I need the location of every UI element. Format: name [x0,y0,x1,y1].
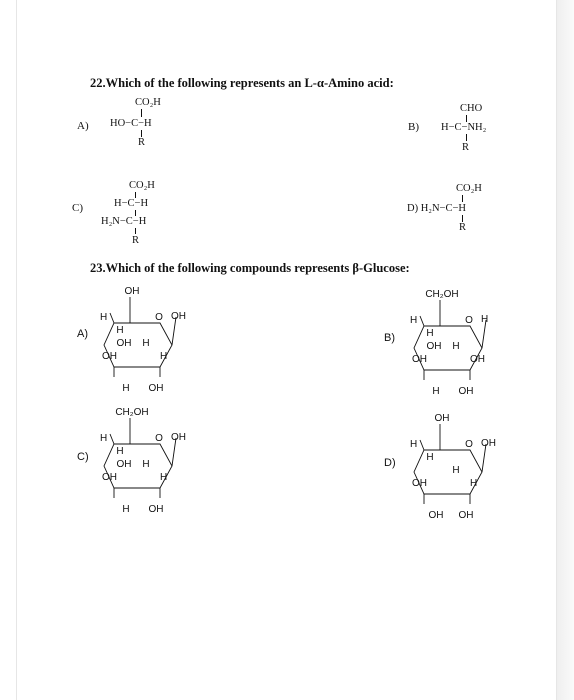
c5-h-label: H [410,315,418,326]
q23-option-b-structure [402,286,552,411]
c3-h-label: H [142,459,150,470]
anomeric-substituent-label: H [481,314,489,325]
c4-h-label: H [426,452,434,463]
fischer-left-group: HO [110,118,126,129]
fischer-row: D) H₂N−C−H [407,203,466,214]
top-substituent-label: CH₂OH [425,289,459,300]
fischer-top-group: CO₂H [135,97,161,108]
fischer-top-group: CO₂H [129,180,155,191]
substituent-bond [110,313,114,323]
fischer-right-group: NH₂ [467,122,487,133]
fischer-row: H₂N−C−H [101,216,147,227]
top-substituent-label: CH₂OH [115,407,149,418]
fischer-bond [141,109,142,117]
c3-oh-label: OH [116,338,132,349]
substituent-bond [420,316,424,326]
q22-option-c-letter: C) [72,202,83,214]
substituent-bond [110,434,114,444]
top-substituent-label: OH [124,286,140,297]
c4-h-label: H [116,446,124,457]
c3-h-label: H [452,341,460,352]
fischer-bond [141,130,142,137]
bottom-left-label: OH [428,510,444,521]
top-substituent-label: OH [434,413,450,424]
c2-h-label: OH [470,354,485,365]
q23-option-b-letter: B) [384,332,395,344]
page-shadow [557,0,574,700]
c4-oh-label: OH [412,478,427,489]
c5-h-label: H [100,312,108,323]
c5-h-label: H [100,433,108,444]
q22-option-a-letter: A) [77,120,89,132]
fischer-row: HO−C−H [110,118,152,129]
q23-option-d-structure [402,410,552,535]
q23-option-a-structure [92,283,242,408]
q23-option-d-letter: D) [384,457,396,469]
fischer-right-group: H [138,216,147,227]
c2-h-label: H [470,478,478,489]
fischer-right-group: H [144,118,152,129]
fischer-top-group: CHO [460,103,483,114]
c3-oh-label: OH [426,341,442,352]
fischer-bond [462,195,463,202]
bottom-right-label: OH [458,386,474,397]
fischer-left-group: H₂N [101,216,120,227]
fischer-bottom-group: R [132,235,140,246]
fischer-right-group: H [458,203,466,214]
ring-oxygen-label: O [465,315,473,326]
c3-h-label: H [142,338,150,349]
substituent-bond [420,440,424,450]
fischer-row: H−C−H [114,198,149,209]
bottom-left-label: H [432,386,440,397]
fischer-bond [135,228,136,234]
fischer-bottom-group: R [459,222,467,233]
q23-option-c-structure [92,404,242,529]
bottom-left-label: H [122,504,130,515]
bottom-right-label: OH [148,504,164,515]
ring-oxygen-label: O [465,439,473,450]
fischer-bond [466,115,467,122]
fischer-bond [466,134,467,141]
anomeric-substituent-label: OH [171,311,186,322]
bottom-left-label: H [122,383,130,394]
fischer-bond [462,215,463,222]
c2-h-label: H [160,472,168,483]
fischer-bottom-group: R [462,142,470,153]
question-22-text: 22.Which of the following represents an L-α-Amino acid: [90,76,394,90]
bottom-right-label: OH [458,510,474,521]
c4-oh-label: OH [102,472,117,483]
c3-h-label: H [452,465,460,476]
bottom-right-label: OH [148,383,164,394]
q23-option-c-letter: C) [77,451,89,463]
fischer-bottom-group: R [138,137,146,148]
c2-h-label: H [160,351,168,362]
c4-oh-label: OH [412,354,427,365]
fischer-right-group: H [140,198,149,209]
q22-option-d-letter: D) H₂N [407,203,440,214]
c3-oh-label: OH [116,459,132,470]
c4-oh-label: OH [102,351,117,362]
page-border-left [16,0,17,700]
fischer-left-group: H [114,198,122,209]
ring-oxygen-label: O [155,312,163,323]
q23-option-a-letter: A) [77,328,88,340]
c4-h-label: H [426,328,434,339]
fischer-top-group: CO₂H [456,183,482,194]
q22-option-b-letter: B) [408,121,419,133]
c4-h-label: H [116,325,124,336]
anomeric-substituent-label: OH [481,438,496,449]
question-23-text: 23.Which of the following compounds represents β-Glucose: [90,261,410,275]
anomeric-substituent-label: OH [171,432,186,443]
ring-oxygen-label: O [155,433,163,444]
c5-h-label: H [410,439,418,450]
fischer-row: H−C−NH₂ [441,122,487,133]
fischer-left-group: H [441,122,449,133]
